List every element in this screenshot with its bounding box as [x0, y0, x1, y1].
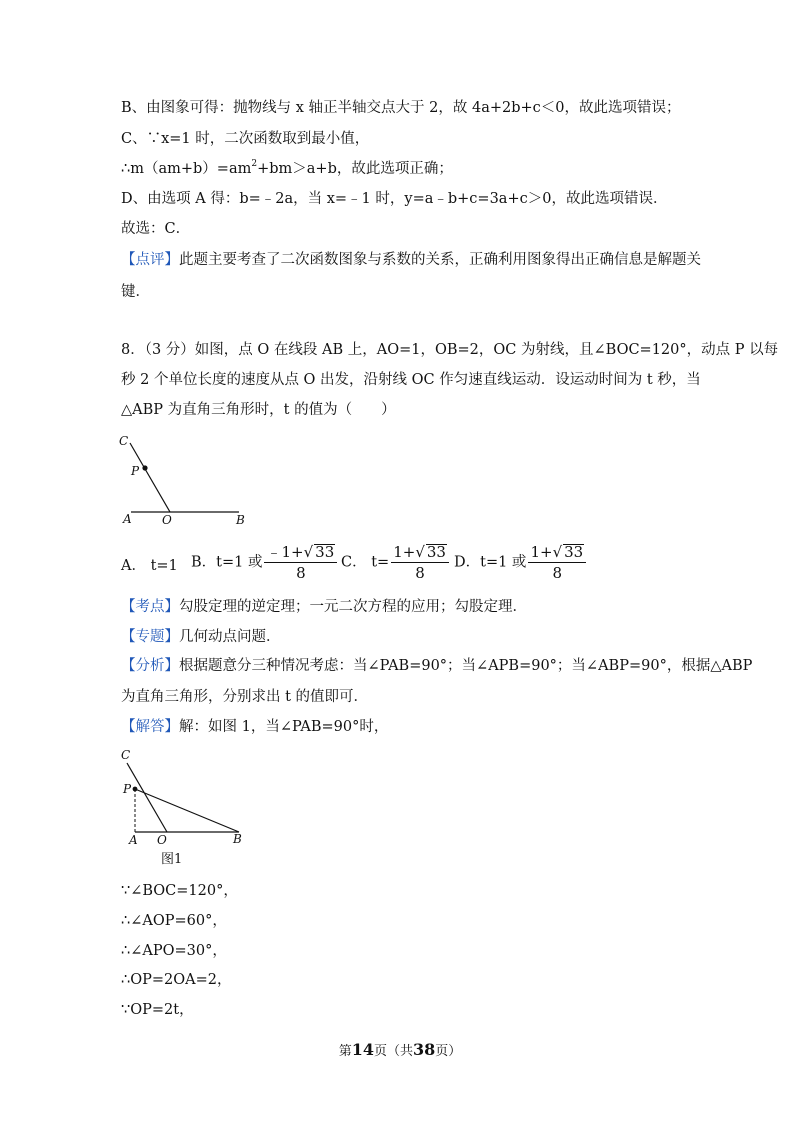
figure-caption: 图1 — [161, 852, 183, 867]
option-a: A． t=1 — [121, 558, 178, 574]
option-c-prefix: C． t= — [341, 554, 390, 571]
zhuanti-tag: 【专题】 — [121, 629, 179, 645]
step-2: ∴∠AOP=60°， — [121, 913, 227, 929]
solution-line-c2 — [121, 159, 453, 179]
label-b: B — [236, 513, 245, 527]
label-p: P — [131, 464, 140, 478]
text-span: +bm＞a+b，故此选项正确； — [257, 161, 453, 177]
question-line-1: 8．（3 分）如图，点 O 在线段 AB 上，AO=1，OB=2，OC 为射线，且∠BOC=120°，动点 P 以每 — [121, 342, 779, 358]
total-pages: 38 — [413, 1040, 436, 1059]
question-figure — [115, 433, 255, 528]
radicand: 33 — [315, 543, 335, 561]
step-1: ∵∠BOC=120°， — [121, 883, 238, 899]
option-d-prefix: D．t=1 或 — [454, 554, 527, 571]
question-line-2: 秒 2 个单位长度的速度从点 O 出发，沿射线 OC 作匀速直线运动．设运动时间为 t 秒，当 — [121, 372, 701, 388]
num-text: 1+ — [393, 543, 416, 561]
footer-pre: 第 — [338, 1044, 352, 1059]
numerator: ﹣1+√ 33 — [264, 543, 337, 563]
solution-line-c: C、∵x=1 时，二次函数取到最小值， — [121, 131, 370, 147]
fenxi-line — [121, 656, 752, 676]
step-4: ∴OP=2OA=2， — [121, 972, 232, 988]
label-p: P — [123, 782, 132, 796]
text-span: ∴m（am+b）=am — [121, 161, 252, 177]
radicand: 33 — [564, 543, 584, 561]
jieda-tag: 【解答】 — [121, 719, 179, 735]
num-text: ﹣1+ — [266, 543, 304, 561]
label-o: O — [157, 833, 167, 847]
fenxi-tag: 【分析】 — [121, 658, 179, 674]
denominator: 8 — [415, 564, 425, 582]
superscript: 2 — [251, 159, 258, 170]
denominator: 8 — [552, 564, 563, 582]
segment-pb — [135, 789, 239, 832]
denominator: 8 — [296, 564, 306, 582]
option-b-prefix: B．t=1 或 — [191, 554, 263, 571]
kaodian-line — [121, 597, 527, 617]
solution-line-b: B、由图象可得：抛物线与 x 轴正半轴交点大于 2，故 4a+2b+c＜0，故此选项错误； — [121, 100, 681, 116]
zhuanti-line — [121, 627, 281, 647]
label-c: C — [121, 748, 131, 762]
answer-line: 故选：C． — [121, 221, 191, 237]
kaodian-tag: 【考点】 — [121, 599, 179, 615]
fenxi-text: 根据题意分三种情况考虑：当∠PAB=90°；当∠APB=90°；当∠ABP=90°，根据△ABP — [179, 658, 753, 674]
footer-post: 页） — [435, 1044, 462, 1059]
page-number: 14 — [351, 1040, 374, 1059]
zhuanti-text: 几何动点问题． — [179, 629, 281, 645]
ray-oc — [127, 763, 167, 832]
comment-line — [121, 250, 701, 270]
option-d — [454, 543, 586, 582]
point-p — [142, 465, 147, 470]
label-o: O — [162, 513, 172, 527]
figure-1 — [115, 743, 255, 868]
comment-text: 此题主要考查了二次函数图象与系数的关系，正确利用图象得出正确信息是解题关 — [179, 252, 701, 268]
label-a: A — [123, 512, 132, 526]
point-p — [133, 787, 138, 792]
numerator: 1+√ 33 — [528, 543, 586, 563]
num-text: 1+ — [530, 543, 553, 561]
option-b — [191, 543, 337, 582]
solution-line-d: D、由选项 A 得：b=﹣2a，当 x=﹣1 时，y=a﹣b+c=3a+c＞0，故此选项错误． — [121, 191, 668, 207]
kaodian-text: 勾股定理的逆定理；一元二次方程的应用；勾股定理． — [179, 599, 527, 615]
fenxi-line-2: 为直角三角形，分别求出 t 的值即可． — [121, 689, 369, 705]
question-line-3: △ABP 为直角三角形时，t 的值为（ ） — [121, 402, 396, 418]
step-3: ∴∠APO=30°， — [121, 943, 227, 959]
footer-mid: 页（共 — [373, 1044, 413, 1059]
fraction — [391, 543, 449, 582]
step-5: ∵OP=2t， — [121, 1002, 194, 1018]
page-footer — [0, 1040, 800, 1059]
label-b: B — [233, 832, 242, 846]
comment-line-2: 键． — [121, 284, 150, 300]
radicand: 33 — [426, 543, 446, 561]
jieda-text: 解：如图 1，当∠PAB=90°时， — [179, 719, 389, 735]
comment-tag: 【点评】 — [121, 252, 179, 268]
numerator: 1+√ 33 — [391, 543, 449, 563]
jieda-line — [121, 717, 388, 737]
fraction — [528, 543, 586, 582]
fraction — [264, 543, 337, 582]
option-c — [341, 543, 449, 582]
label-c: C — [119, 434, 129, 448]
label-a: A — [129, 833, 138, 847]
